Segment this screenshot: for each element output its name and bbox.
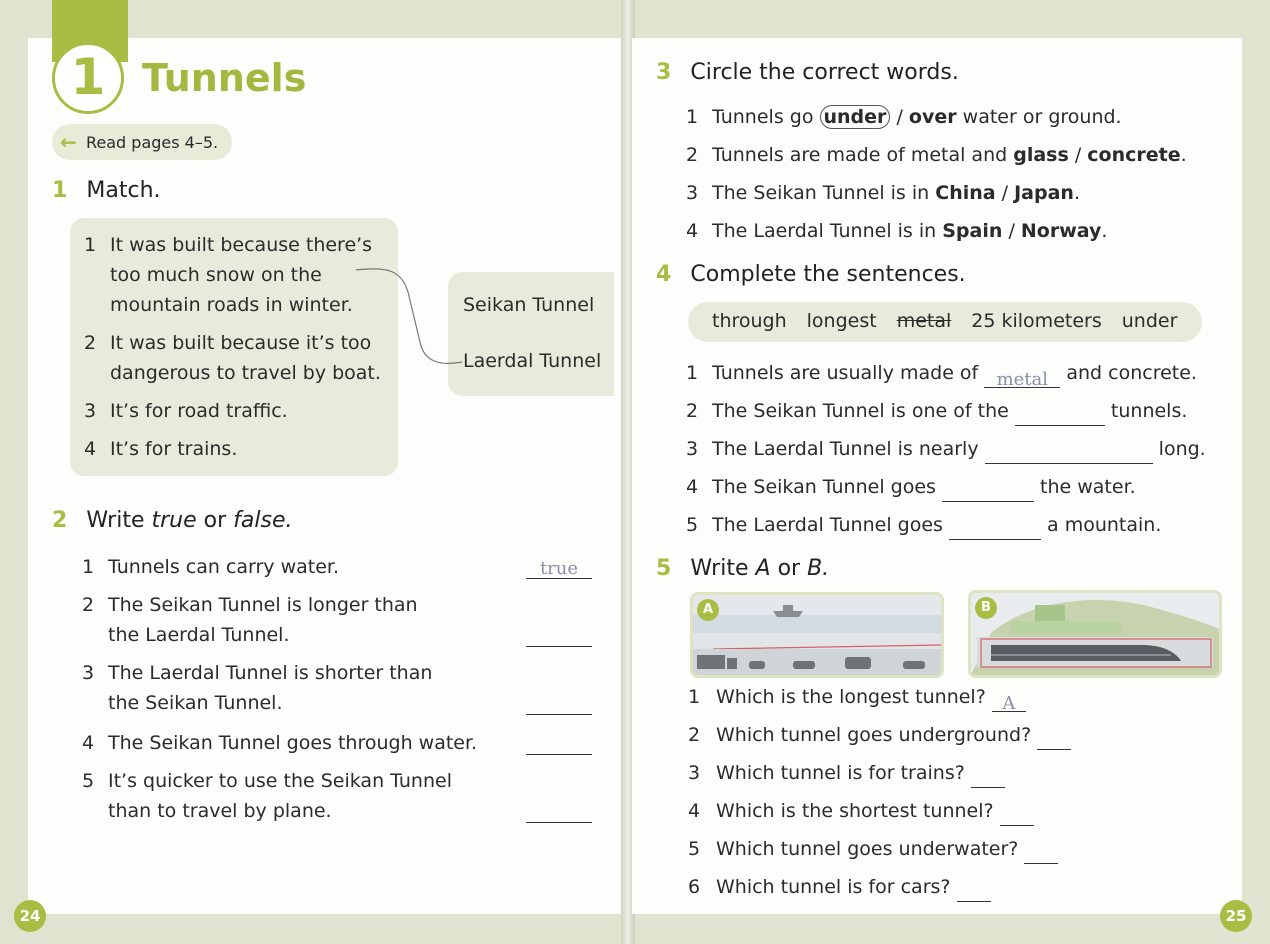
item-number: 2 — [686, 144, 699, 166]
title-word: or — [203, 508, 227, 533]
circle-words-item — [686, 216, 1107, 246]
item-line: The Seikan Tunnel goes through water. — [108, 732, 478, 754]
word-bank-word: under — [1121, 310, 1178, 332]
item-number: 2 — [82, 594, 95, 616]
word-bank-word: 25 kilometers — [971, 310, 1102, 332]
word-bank-word: metal — [896, 310, 952, 332]
answer-blank[interactable] — [526, 622, 592, 647]
choice-a[interactable]: glass — [1013, 144, 1069, 166]
circle-words-item — [686, 140, 1187, 170]
exercise-2-heading — [52, 508, 293, 533]
statement-line: It was built because there’s — [110, 234, 373, 256]
sentence-start: Tunnels go — [712, 106, 814, 128]
answer-blank[interactable] — [1024, 841, 1058, 864]
exercise-number: 5 — [656, 556, 672, 581]
sentence-end: long. — [1158, 438, 1206, 460]
sentence-start: The Seikan Tunnel goes — [712, 476, 936, 498]
word-bank-words — [712, 310, 1197, 332]
sentence-end: . — [1101, 220, 1108, 242]
statement-line: mountain roads in winter. — [110, 294, 353, 316]
title-word-false: false. — [233, 508, 293, 533]
read-pages-text: Read pages 4–5. — [86, 133, 219, 152]
match-options-box — [448, 272, 614, 396]
answer-blank[interactable] — [1037, 727, 1071, 750]
true-false-item — [82, 658, 602, 718]
sentence-start: The Laerdal Tunnel goes — [712, 514, 943, 536]
option-seikan[interactable]: Seikan Tunnel — [463, 294, 595, 316]
choice-a[interactable]: China — [935, 182, 996, 204]
item-number: 2 — [84, 332, 97, 354]
match-statement[interactable] — [84, 230, 394, 320]
question-item — [688, 720, 1071, 750]
sentence-start: The Laerdal Tunnel is in — [712, 220, 937, 242]
circle-words-item — [686, 178, 1080, 208]
answer-blank[interactable]: metal — [984, 365, 1060, 388]
item-number: 2 — [686, 400, 699, 422]
page-number-left: 24 — [14, 900, 46, 932]
sentence-end: water or ground. — [962, 106, 1122, 128]
choice-separator: / — [896, 106, 903, 128]
sentence-start: The Seikan Tunnel is one of the — [712, 400, 1009, 422]
answer-blank[interactable] — [1000, 803, 1034, 826]
answer-blank[interactable] — [971, 765, 1005, 788]
item-number: 4 — [686, 220, 699, 242]
item-number: 4 — [84, 438, 97, 460]
question-text: Which tunnel goes underground? — [716, 724, 1032, 746]
sentence-start: Tunnels are usually made of — [712, 362, 979, 384]
sentence-end: tunnels. — [1110, 400, 1188, 422]
complete-sentence-item — [686, 472, 1136, 502]
exercise-5-heading — [656, 556, 829, 581]
choice-b[interactable]: over — [908, 106, 957, 128]
question-item — [688, 682, 1026, 712]
title-word-true: true — [151, 508, 197, 533]
exercise-title: Match. — [86, 178, 161, 203]
exercise-number: 1 — [52, 178, 68, 203]
statement-text — [110, 230, 372, 320]
choice-separator: / — [1008, 220, 1015, 242]
question-text: Which is the longest tunnel? — [716, 686, 986, 708]
answer-blank[interactable] — [985, 441, 1153, 464]
choice-b[interactable]: Norway — [1020, 220, 1102, 242]
question-text: Which is the shortest tunnel? — [716, 800, 994, 822]
answer-blank[interactable]: true — [526, 554, 592, 579]
item-number: 1 — [686, 362, 699, 384]
question-text: Which tunnel is for trains? — [716, 762, 965, 784]
answer-blank[interactable] — [942, 479, 1034, 502]
choice-separator: / — [1001, 182, 1009, 204]
answer-blank[interactable] — [957, 879, 991, 902]
answer-blank[interactable] — [949, 517, 1041, 540]
item-number: 6 — [688, 876, 701, 898]
match-line — [350, 262, 470, 372]
exercise-number: 3 — [656, 60, 672, 85]
sentence-start: The Laerdal Tunnel is nearly — [712, 438, 979, 460]
word-bank-word: through — [712, 310, 787, 332]
question-item — [688, 872, 991, 902]
complete-sentence-item — [686, 358, 1197, 388]
item-line: than to travel by plane. — [108, 800, 332, 822]
item-number: 2 — [688, 724, 701, 746]
picture-a — [690, 592, 944, 678]
sentence-start: The Seikan Tunnel is in — [712, 182, 930, 204]
title-word-a: A — [755, 556, 771, 581]
true-false-item — [82, 552, 602, 582]
label-b: B — [975, 597, 997, 619]
title-word: Write — [690, 556, 749, 581]
sentence-end: . — [1180, 144, 1187, 166]
item-number: 4 — [688, 800, 701, 822]
exercise-4-heading — [656, 262, 966, 287]
page-number-right: 25 — [1220, 900, 1252, 932]
true-false-item — [82, 728, 602, 758]
sentence-start: Tunnels are made of metal and — [712, 144, 1008, 166]
statement-line: It was built because it’s too — [110, 332, 372, 354]
complete-sentence-item — [686, 434, 1206, 464]
sentence-end: and concrete. — [1066, 362, 1197, 384]
answer-blank[interactable] — [526, 798, 592, 823]
read-pages-note — [52, 124, 232, 160]
title-word: Write — [86, 508, 145, 533]
item-number: 3 — [686, 438, 699, 460]
item-number: 3 — [84, 400, 97, 422]
exercise-number: 2 — [52, 508, 68, 533]
item-number: 1 — [688, 686, 701, 708]
sentence-end: . — [1073, 182, 1080, 204]
statement-line: too much snow on the — [110, 264, 322, 286]
exercise-title: Complete the sentences. — [690, 262, 966, 287]
picture-b — [968, 590, 1222, 678]
option-laerdal[interactable]: Laerdal Tunnel — [463, 350, 602, 372]
item-number: 3 — [82, 662, 95, 684]
answer-blank[interactable] — [526, 690, 592, 715]
statement-line: dangerous to travel by boat. — [110, 362, 381, 384]
sentence-end: a mountain. — [1047, 514, 1162, 536]
choice-a[interactable]: Spain — [942, 220, 1003, 242]
item-number: 3 — [688, 762, 701, 784]
title-word-b: B. — [807, 556, 830, 581]
word-bank-word: longest — [806, 310, 877, 332]
true-false-item — [82, 590, 602, 650]
question-text: Which tunnel is for cars? — [716, 876, 951, 898]
unit-number: 1 — [52, 42, 124, 114]
item-number: 1 — [686, 106, 699, 128]
exercise-1-heading — [52, 178, 161, 203]
page-title: Tunnels — [142, 56, 307, 100]
statement-line: It’s for trains. — [110, 438, 238, 460]
sentence-end: the water. — [1040, 476, 1136, 498]
answer-blank[interactable] — [1015, 403, 1105, 426]
circle-words-item — [686, 102, 1122, 132]
exercise-number: 4 — [656, 262, 672, 287]
item-number: 3 — [686, 182, 699, 204]
item-number: 4 — [686, 476, 699, 498]
item-line: The Laerdal Tunnel is shorter than — [108, 662, 433, 684]
choice-b[interactable]: concrete — [1087, 144, 1181, 166]
item-line: It’s quicker to use the Seikan Tunnel — [108, 770, 452, 792]
statement-text — [110, 434, 237, 464]
answer-blank[interactable] — [526, 730, 592, 755]
title-word: or — [777, 556, 801, 581]
tunnel-b-illustration — [971, 593, 1219, 675]
match-statements — [84, 230, 394, 472]
item-number: 1 — [84, 234, 97, 256]
statement-line: It’s for road traffic. — [110, 400, 288, 422]
item-line: the Seikan Tunnel. — [108, 692, 283, 714]
match-statement[interactable] — [84, 328, 394, 388]
answer-blank[interactable]: A — [992, 689, 1026, 712]
question-text: Which tunnel goes underwater? — [716, 838, 1019, 860]
question-item — [688, 758, 1005, 788]
statement-text — [110, 328, 381, 388]
complete-sentence-item — [686, 396, 1187, 426]
choice-b[interactable]: Japan — [1014, 182, 1074, 204]
label-a: A — [697, 599, 719, 621]
item-number: 4 — [82, 732, 95, 754]
question-item — [688, 834, 1058, 864]
item-line: the Laerdal Tunnel. — [108, 624, 290, 646]
choice-separator: / — [1074, 144, 1082, 166]
item-line: Tunnels can carry water. — [108, 556, 340, 578]
match-statement[interactable] — [84, 434, 394, 464]
choice-a[interactable]: under — [820, 105, 891, 129]
true-false-item — [82, 766, 602, 826]
tunnel-a-illustration — [693, 595, 941, 675]
exercise-3-heading — [656, 60, 959, 85]
item-number: 1 — [82, 556, 95, 578]
item-number: 5 — [686, 514, 699, 536]
item-number: 5 — [82, 770, 95, 792]
complete-sentence-item — [686, 510, 1161, 540]
match-statement[interactable] — [84, 396, 394, 426]
statement-text — [110, 396, 288, 426]
item-line: The Seikan Tunnel is longer than — [108, 594, 418, 616]
question-item — [688, 796, 1034, 826]
arrow-left-icon: ← — [60, 130, 77, 154]
item-number: 5 — [688, 838, 701, 860]
exercise-title: Circle the correct words. — [690, 60, 959, 85]
